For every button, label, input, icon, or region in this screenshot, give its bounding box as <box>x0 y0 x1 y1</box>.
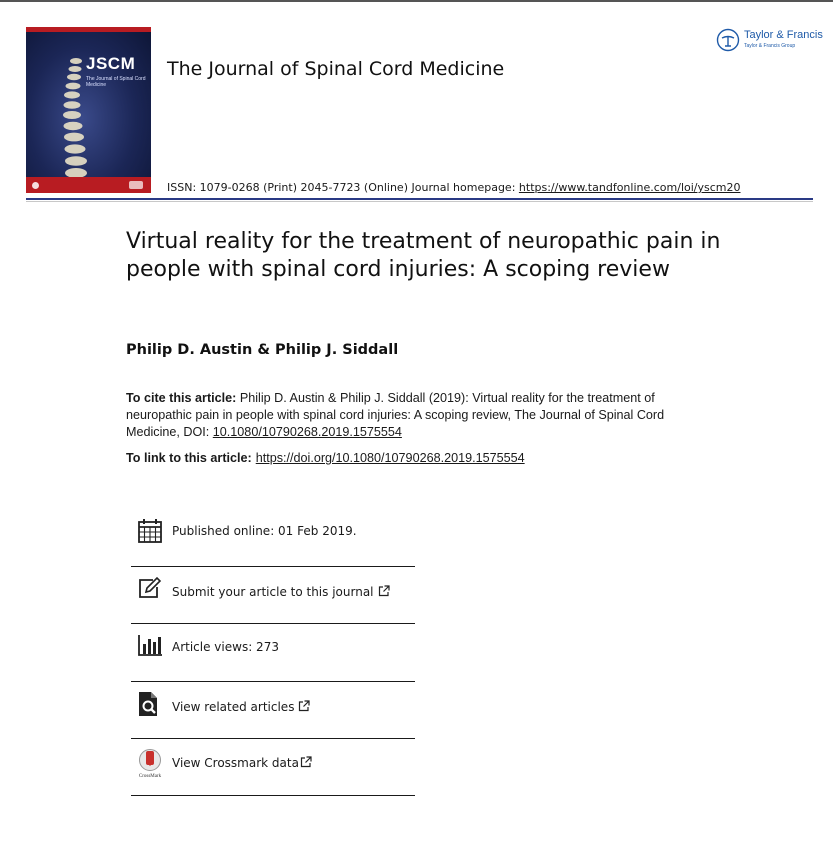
header-rule <box>26 198 813 200</box>
calendar-icon <box>137 518 163 544</box>
header-rule-secondary <box>26 201 813 202</box>
document-search-icon <box>137 691 163 717</box>
external-link-icon <box>378 585 390 597</box>
journal-cover-image <box>26 27 151 193</box>
publisher-name: Taylor & Francis <box>744 29 823 41</box>
published-date: Published online: 01 Feb 2019. <box>172 524 357 538</box>
citation-block <box>126 390 716 441</box>
crossmark-logo-text: CrossMark <box>138 774 162 778</box>
cover-title: JSCM <box>86 54 136 73</box>
submit-article-label: Submit your article to this journal <box>172 585 374 599</box>
article-link-block <box>126 451 525 465</box>
citation-doi-link[interactable]: 10.1080/10790268.2019.1575554 <box>212 425 402 439</box>
spine-illustration <box>58 55 88 193</box>
crossmark-text-wrap[interactable] <box>172 756 312 770</box>
article-title: Virtual reality for the treatment of neuropathic pain in people with spinal cord injuries: A scoping review <box>126 229 721 282</box>
external-link-icon <box>300 756 312 768</box>
article-link-label: To link to this article: <box>126 451 252 465</box>
issn-line <box>167 181 741 194</box>
journal-title: The Journal of Spinal Cord Medicine <box>167 58 505 80</box>
crossmark-icon <box>137 748 163 778</box>
related-articles-label: View related articles <box>172 700 295 714</box>
journal-homepage-link[interactable]: https://www.tandfonline.com/loi/yscm20 <box>518 181 741 194</box>
divider-4 <box>131 738 415 739</box>
external-link-icon <box>298 700 310 712</box>
article-doi-link[interactable]: https://doi.org/10.1080/10790268.2019.1575554 <box>255 451 525 465</box>
divider-1 <box>131 566 415 567</box>
publisher-group: Taylor & Francis Group <box>744 43 796 49</box>
cover-title-block <box>86 54 146 88</box>
publisher-logo[interactable] <box>716 27 823 53</box>
edit-icon <box>137 576 163 602</box>
divider-2 <box>131 623 415 624</box>
submit-article-text-wrap[interactable] <box>172 585 390 599</box>
issn-text: ISSN: 1079-0268 (Print) 2045-7723 (Online) Journal homepage: <box>167 181 519 194</box>
cover-top-strip <box>26 27 151 32</box>
citation-text: Philip D. Austin & Philip J. Siddall (2019): Virtual reality for the treatment of neuropathic pain in people with spinal cord injuries: A scoping review, The Journal of Spinal Cord Medicine, DOI: <box>126 391 665 439</box>
divider-5 <box>131 795 415 796</box>
cover-logo-right-icon <box>129 181 143 189</box>
related-articles-text-wrap[interactable] <box>172 700 310 714</box>
crossmark-label: View Crossmark data <box>172 756 299 770</box>
article-authors: Philip D. Austin & Philip J. Siddall <box>126 342 399 358</box>
cover-bottom-strip <box>26 177 151 193</box>
top-border <box>0 0 833 2</box>
citation-label: To cite this article: <box>126 391 237 405</box>
taylor-francis-logo-icon <box>716 28 740 52</box>
cover-logo-left-icon <box>32 182 39 189</box>
article-views-count: Article views: 273 <box>172 640 279 654</box>
divider-3 <box>131 681 415 682</box>
bar-chart-icon <box>137 633 163 659</box>
cover-subtitle: The Journal of Spinal Cord Medicine <box>86 76 146 88</box>
